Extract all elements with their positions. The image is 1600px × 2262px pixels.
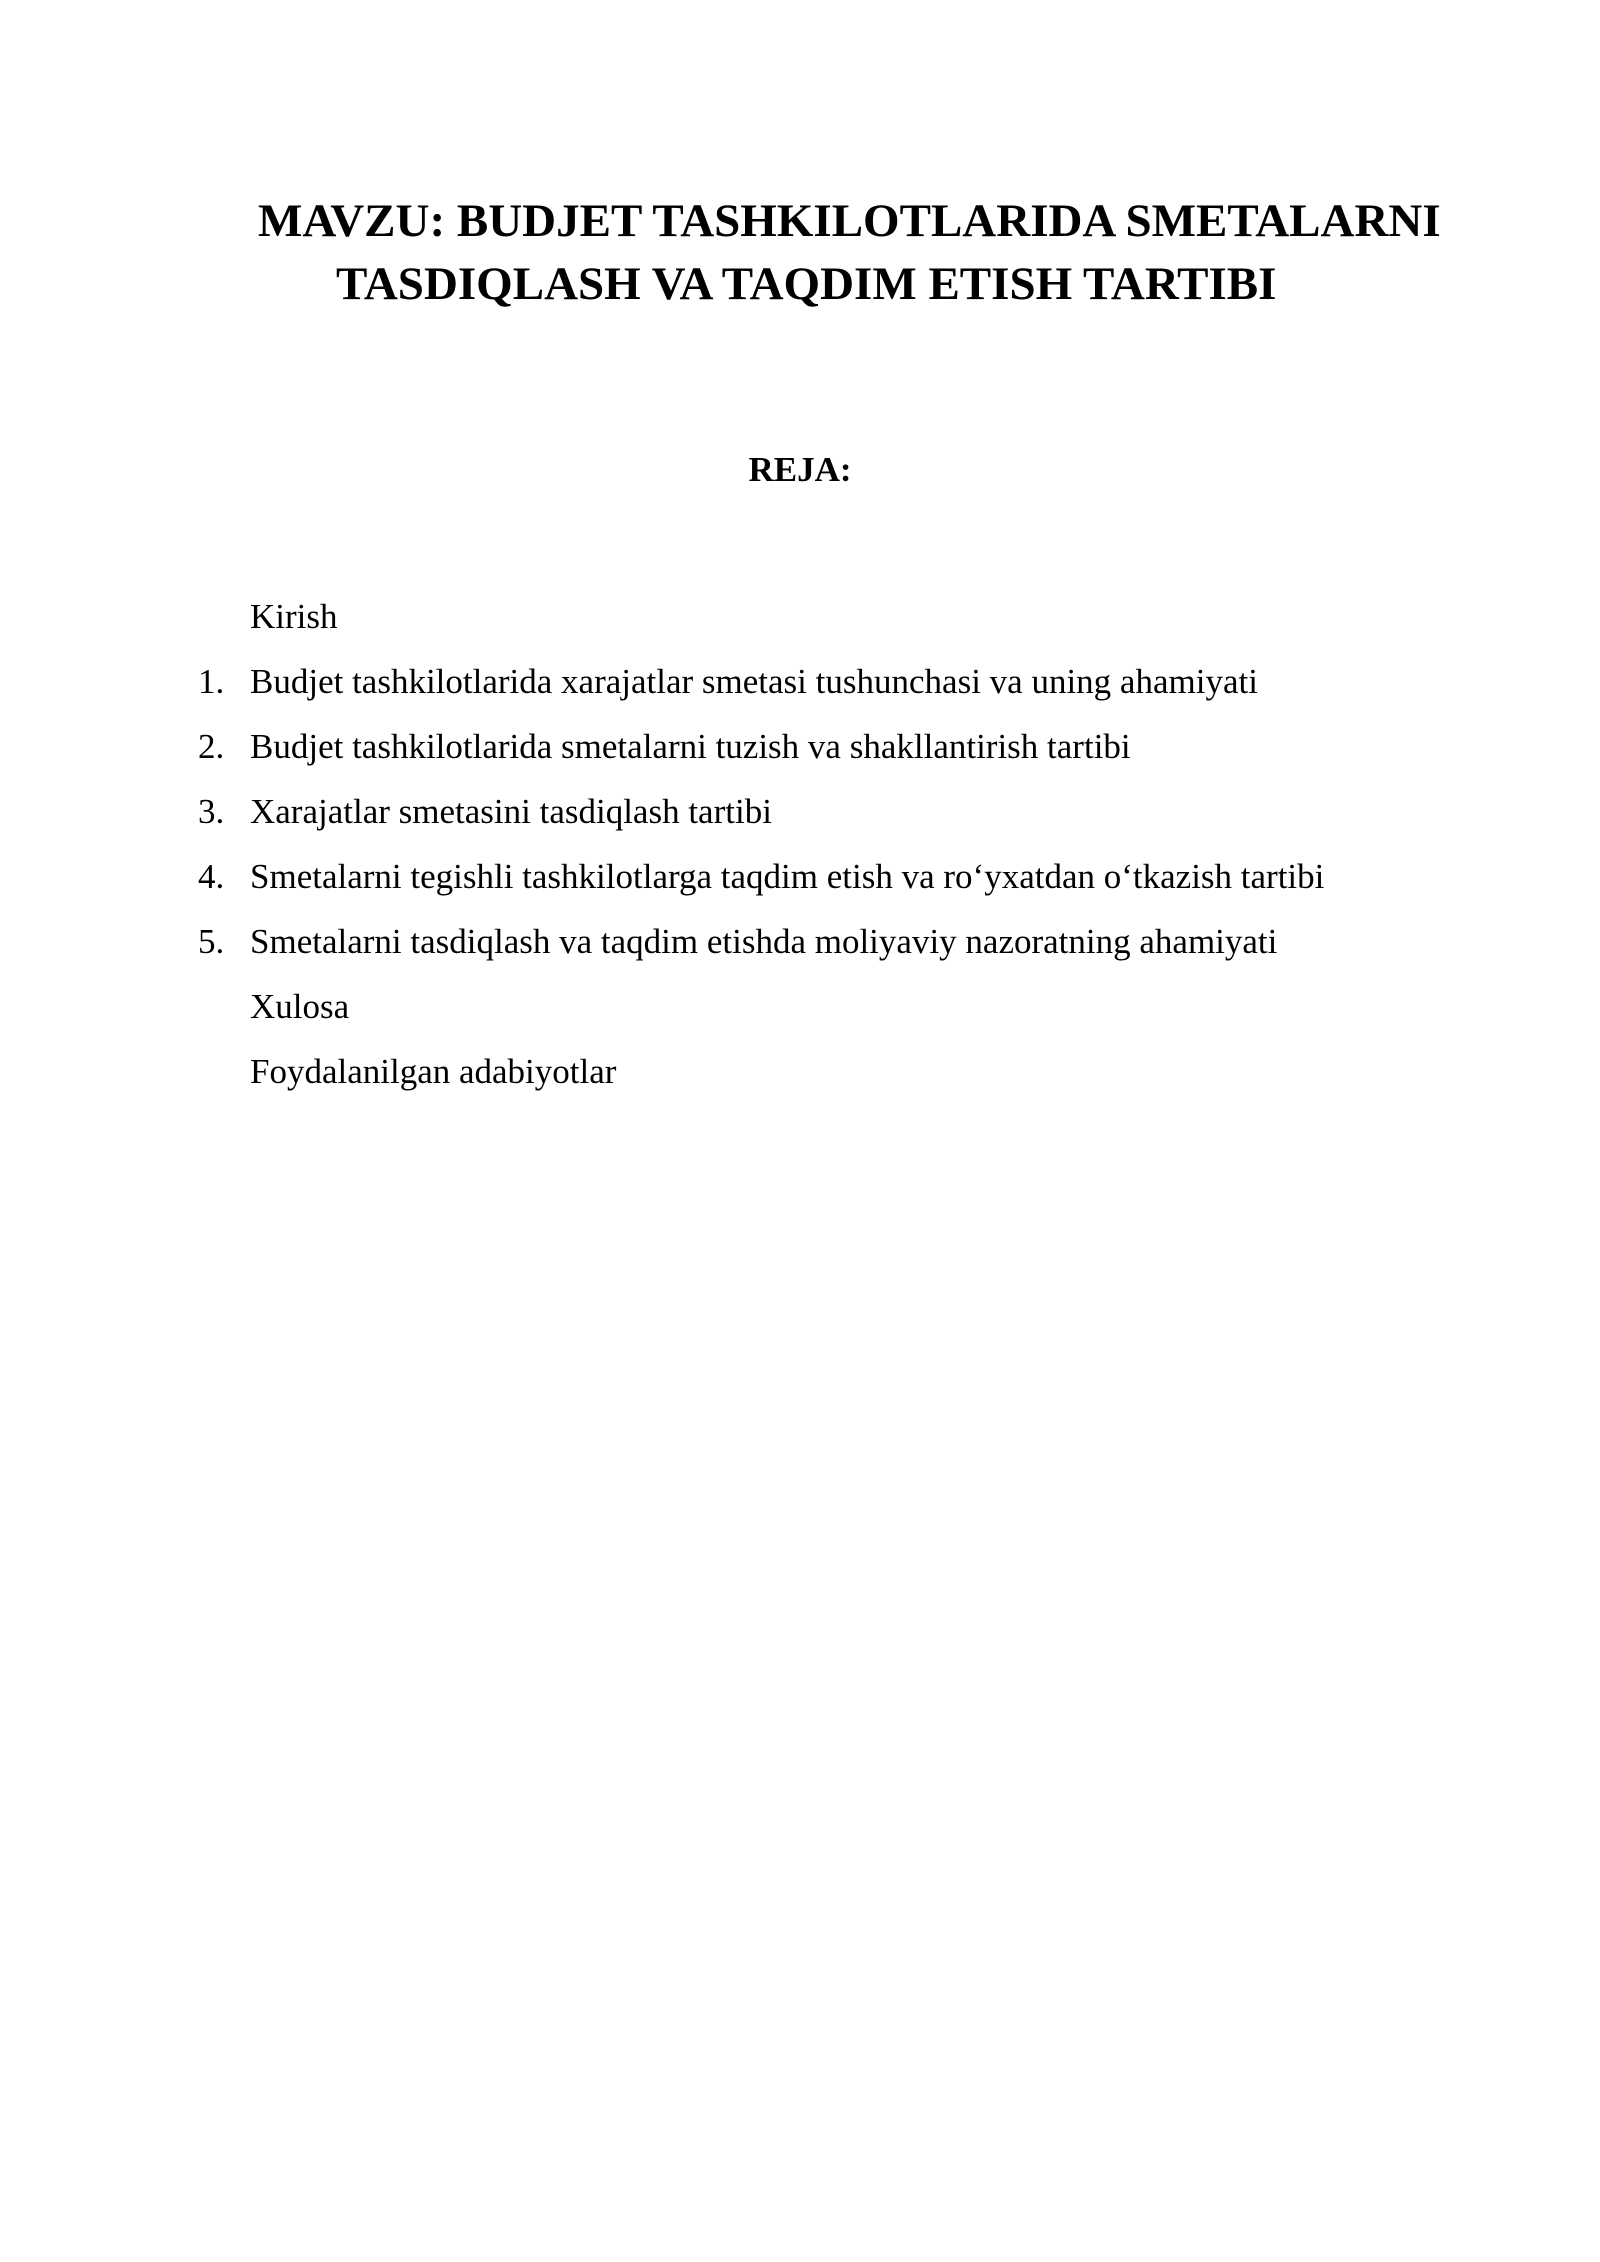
outline-item-text: Xarajatlar smetasini tasdiqlash tartibi [250,792,772,831]
plan-outline [0,592,1600,1112]
outline-item [0,657,1600,722]
outline-item-number: 1. [198,662,225,701]
outline-item [0,787,1600,852]
outline-item [0,592,1600,657]
outline-item-number: 3. [198,792,225,831]
plan-heading: REJA: [748,450,852,489]
outline-item-number: 4. [198,857,225,896]
outline-item [0,852,1600,917]
outline-item-text: Budjet tashkilotlarida xarajatlar smetasi tushunchasi va uning ahamiyati [250,662,1258,701]
outline-item [0,982,1600,1047]
outline-item [0,917,1600,982]
outline-item-text: Kirish [250,597,338,636]
outline-item [0,1047,1600,1112]
document-title-line-2: TASDIQLASH VA TAQDIM ETISH TARTIBI [336,258,1277,310]
outline-item-text: Budjet tashkilotlarida smetalarni tuzish va shakllantirish tartibi [250,727,1131,766]
outline-item-number: 2. [198,727,225,766]
outline-item-text: Smetalarni tegishli tashkilotlarga taqdim etish va ro‘yxatdan o‘tkazish tartibi [250,857,1325,896]
outline-item-text: Smetalarni tasdiqlash va taqdim etishda moliyaviy nazoratning ahamiyati [250,922,1278,961]
document-title-line-1: MAVZU: BUDJET TASHKILOTLARIDA SMETALARNI [258,195,1441,247]
outline-item-number: 5. [198,922,225,961]
outline-item [0,722,1600,787]
outline-item-text: Foydalanilgan adabiyotlar [250,1052,617,1091]
outline-item-text: Xulosa [250,987,350,1026]
